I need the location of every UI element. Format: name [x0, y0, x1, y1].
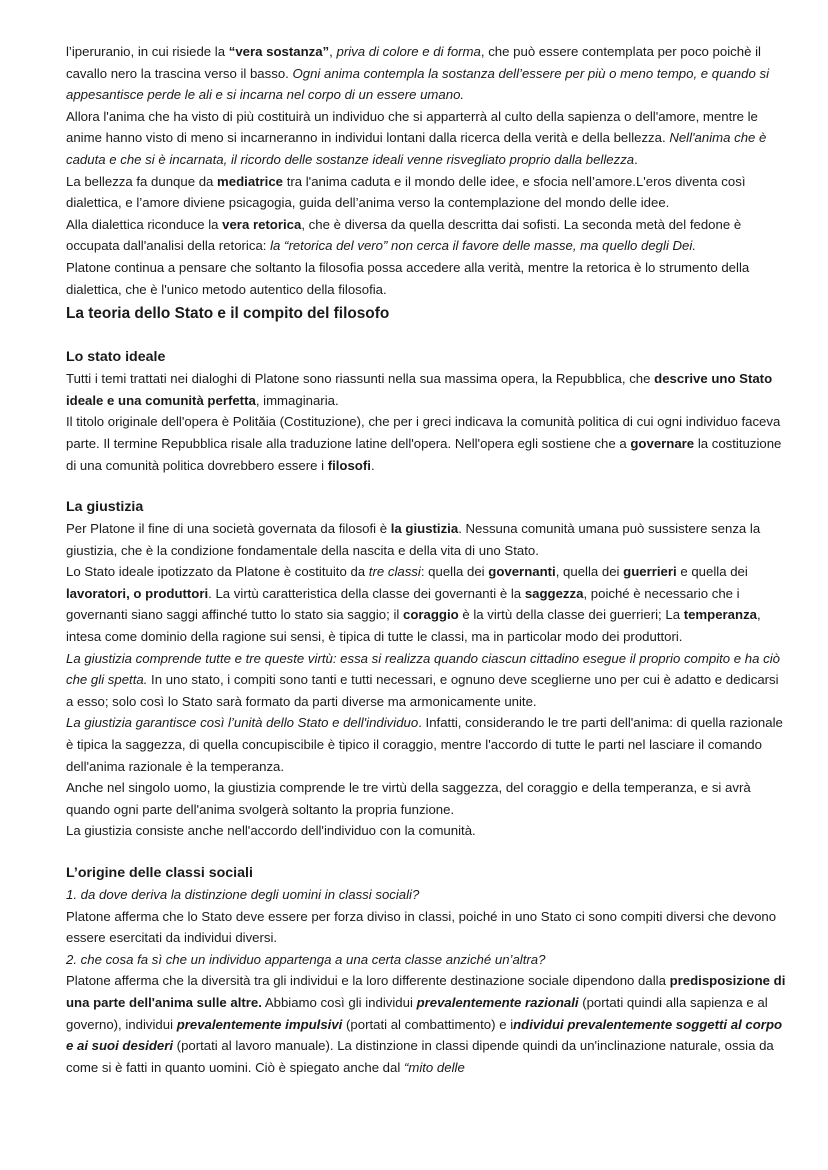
text-run: l’iperuranio, in cui risiede la	[66, 44, 229, 59]
bold-text: filosofi	[327, 457, 371, 473]
text-run: . La virtù caratteristica della classe dei governanti è la	[208, 585, 525, 601]
paragraph	[66, 884, 788, 906]
italic-text: Nell'anima che è caduta e che si è incarnata, il ricordo delle sostanze ideali venne risvegliato proprio dalla bellezza	[66, 130, 767, 167]
paragraph	[66, 411, 788, 476]
text-run: Allora l'anima che ha visto di più costituirà un individuo che si apparterrà al culto della sapienza o dell'amore, mentre le anime hanno visto di meno si incarneranno in individui lontani dalla ricerca della verità e della bellezza.	[66, 108, 758, 146]
bold-italic-text: ndividui prevalentemente soggetti al corpo e ai suoi desideri	[66, 1016, 783, 1054]
paragraph	[66, 368, 788, 411]
text-run: , poiché è necessario che i governanti siano saggi affinché tutto lo stato sia saggio; il	[66, 585, 740, 623]
italic-text: tre classi	[368, 564, 421, 580]
text-run: L’origine delle classi sociali	[66, 865, 253, 881]
paragraph	[66, 41, 788, 106]
italic-text: La giustizia garantisce così l’unità dello Stato e dell'individuo	[66, 715, 419, 731]
text-run: la costituzione di una comunità politica dovrebbero essere i	[66, 435, 782, 473]
paragraph	[66, 106, 788, 171]
section-heading	[66, 302, 788, 326]
paragraph	[66, 257, 788, 300]
italic-text: Ogni anima contempla la sostanza dell’essere per più o meno tempo, e quando si appesantisce perde le ali e si incarna nel corpo di un essere umano.	[66, 65, 769, 103]
paragraph	[66, 949, 788, 971]
text-run: , quella dei	[555, 564, 624, 580]
text-run: Alla dialettica riconduce la	[66, 216, 223, 232]
bold-text: lavoratori, o produttori	[66, 585, 209, 601]
text-run: è la virtù della classe dei guerrieri; La	[458, 607, 684, 623]
italic-text: 2. che cosa fa sì che un individuo appartenga a una certa classe anziché un’altra?	[66, 951, 546, 967]
bold-text: “vera sostanza”	[228, 44, 330, 59]
paragraph	[66, 648, 788, 713]
subsection-heading	[66, 862, 788, 884]
subsection-heading	[66, 346, 788, 368]
paragraph	[66, 214, 788, 257]
paragraph	[66, 561, 788, 647]
text-run: Platone afferma che lo Stato deve essere per forza diviso in classi, poiché in uno Stato ci sono compiti diversi che devono essere esercitati da individui diversi.	[66, 908, 777, 946]
spacer	[66, 476, 788, 496]
text-run: Tutti i temi trattati nei dialoghi di Platone sono riassunti nella sua massima opera, la Repubblica, che	[66, 371, 655, 387]
bold-text: governare	[630, 435, 695, 451]
paragraph	[66, 820, 788, 842]
italic-text: La giustizia comprende tutte e tre queste virtù: essa si realizza quando ciascun cittadino esegue il proprio compito e ha ciò che gli spetta.	[66, 650, 780, 688]
text-run: . Infatti, considerando le tre parti dell'anima: di quella razionale è tipica la saggezza, di quella concupiscibile è tipico il coraggio, mentre l'accordo di tutte le parti nel lasciare il comando dell'anima razionale è la temperanza.	[66, 715, 783, 774]
bold-text: governanti	[488, 564, 556, 580]
text-run: Platone afferma che la diversità tra gli individui e la loro differente destinazione sociale dipendono dalla	[66, 973, 670, 989]
text-run: , intesa come dominio della ragione sui sensi, è tipica di tutte le classi, ma in particolar modo dei produttori.	[66, 607, 761, 645]
bold-text: saggezza	[524, 585, 584, 601]
italic-text: “mito delle	[403, 1059, 465, 1075]
text-run: e quella dei	[676, 564, 748, 580]
text-run: Per Platone il fine di una società governata da filosofi è	[66, 521, 391, 537]
paragraph	[66, 777, 788, 820]
text-run: La teoria dello Stato e il compito del filosofo	[66, 305, 390, 323]
bold-italic-text: prevalentemente impulsivi	[176, 1016, 343, 1032]
text-run: , immaginaria.	[255, 392, 339, 408]
text-run: Lo Stato ideale ipotizzato da Platone è costituito da	[66, 564, 369, 580]
text-run: La bellezza fa dunque da	[66, 173, 218, 189]
bold-text: temperanza	[683, 607, 757, 623]
text-run: tra l'anima caduta e il mondo delle idee, e sfocia nell’amore.L'eros diventa così dialettica, e l’amore diviene psicagogia, guida dell’anima verso la contemplazione del mondo delle idee.	[66, 173, 746, 211]
paragraph	[66, 518, 788, 561]
text-run: . Nessuna comunità umana può sussistere senza la giustizia, che è la condizione fondamentale della nascita e della vita di uno Stato.	[66, 521, 761, 558]
bold-text: predisposizione di una parte dell'anima sulle altre.	[66, 973, 786, 1010]
text-run: (portati al lavoro manuale). La distinzione in classi dipende quindi da un'inclinazione naturale, ossia da come si è fatti in quanto uomini. Ciò è spiegato anche dal	[66, 1038, 774, 1075]
paragraph	[66, 712, 788, 777]
bold-text: guerrieri	[623, 564, 677, 580]
text-run: : quella dei	[420, 564, 489, 580]
text-run: (portati al combattimento) e i	[342, 1016, 514, 1032]
text-run: La giustizia	[66, 499, 144, 516]
bold-text: mediatrice	[217, 173, 284, 189]
bold-text: descrive uno Stato ideale e una comunità perfetta	[66, 371, 773, 408]
text-run: La giustizia consiste anche nell'accordo dell'individuo con la comunità.	[66, 823, 476, 839]
italic-text: 1. da dove deriva la distinzione degli uomini in classi sociali?	[66, 887, 420, 902]
text-run: Il titolo originale dell'opera è Polităia (Costituzione), che per i greci indicava la comunità politica di cui ogni individuo faceva parte. Il termine Repubblica risale alla traduzione latine dell'opera. Nell'opera egli sostiene che a	[66, 414, 781, 451]
text-run: ,	[329, 44, 337, 59]
text-run: Abbiamo così gli individui	[261, 994, 417, 1010]
bold-italic-text: prevalentemente razionali	[416, 994, 579, 1010]
paragraph	[66, 906, 788, 949]
italic-text: la “retorica del vero” non cerca il favore delle masse, ma quello degli Dei.	[270, 238, 696, 254]
paragraph	[66, 970, 788, 1078]
spacer	[66, 326, 788, 346]
subsection-heading	[66, 496, 788, 518]
text-run: Anche nel singolo uomo, la giustizia comprende le tre virtù della saggezza, del coraggio e della temperanza, e si avrà quando ogni parte dell'anima svolgerà soltanto la propria funzione.	[66, 780, 751, 817]
text-run: .	[370, 457, 375, 473]
bold-text: coraggio	[402, 607, 459, 623]
text-run: (portati quindi alla sapienza e al governo), individui	[66, 994, 768, 1032]
bold-text: vera retorica	[222, 216, 302, 232]
text-run: , che è diversa da quella descritta dai sofisti. La seconda metà del fedone è occupata dall'analisi della retorica:	[66, 216, 742, 254]
text-run: In uno stato, i compiti sono tanti e tutti necessari, e ognuno deve sceglierne uno per cui è adatto e dedicarsi a esso; solo così lo Stato sarà formato da parti diverse ma armonicamente unite.	[66, 672, 779, 709]
text-run: Lo stato ideale	[66, 349, 166, 366]
italic-text: priva di colore e di forma	[336, 44, 481, 59]
paragraph	[66, 171, 788, 214]
text-run: Platone continua a pensare che soltanto la filosofia possa accedere alla verità, mentre la retorica è lo strumento della dialettica, che è l'unico metodo autentico della filosofia.	[66, 259, 750, 297]
bold-text: la giustizia	[390, 521, 459, 537]
spacer	[66, 842, 788, 862]
text-run: , che può essere contemplata per poco poichè il cavallo nero la trascina verso il basso.	[66, 44, 761, 81]
text-run: .	[634, 151, 638, 167]
